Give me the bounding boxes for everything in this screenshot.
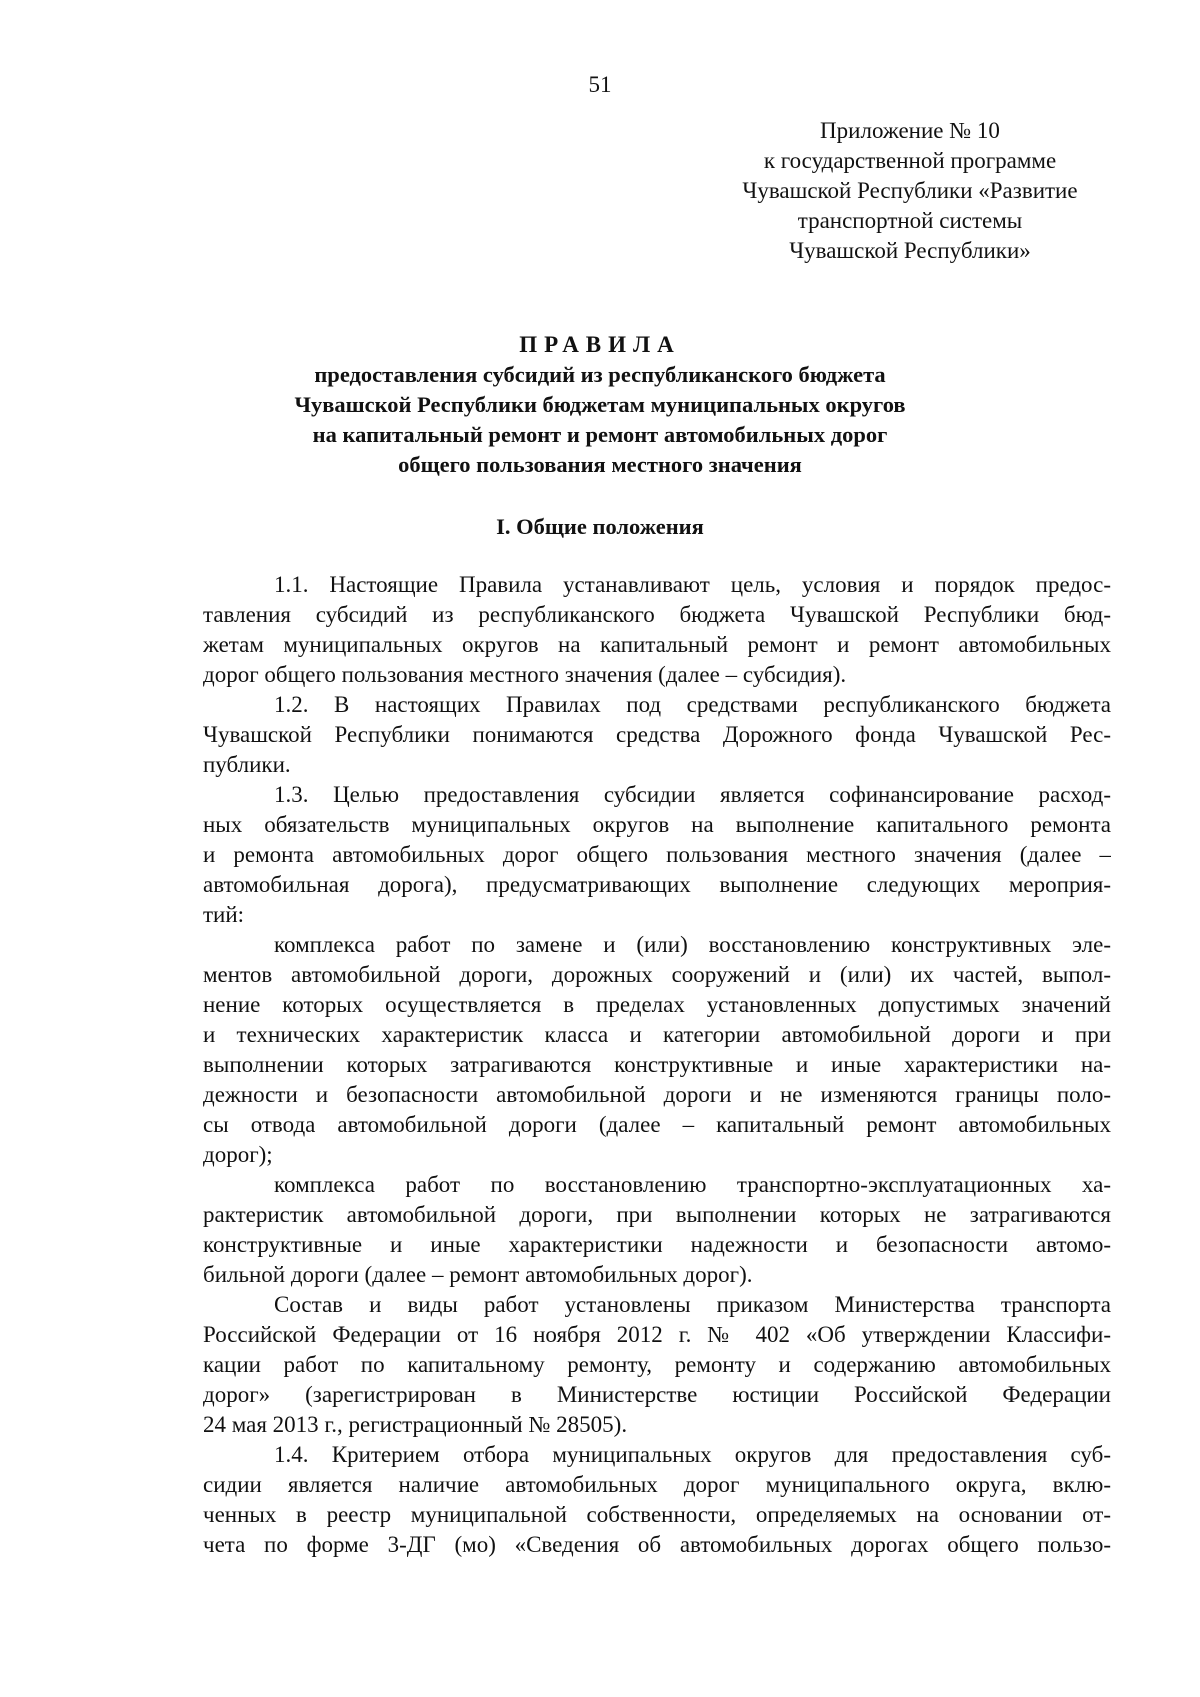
title-line: предоставления субсидий из республиканского бюджета bbox=[314, 362, 886, 387]
body-line: и технических характеристик класса и категории автомобильной дороги и при bbox=[203, 1022, 1111, 1047]
body-line: жетам муниципальных округов на капитальный ремонт и ремонт автомобильных bbox=[203, 632, 1111, 657]
body-line: тавления субсидий из республиканского бюджета Чувашской Республики бюд- bbox=[203, 602, 1111, 627]
body-line: 1.1. Настоящие Правила устанавливают цель, условия и порядок предос- bbox=[274, 572, 1111, 597]
title-line: на капитальный ремонт и ремонт автомобильных дорог bbox=[312, 422, 888, 447]
body-line: 24 мая 2013 г., регистрационный № 28505). bbox=[203, 1412, 628, 1437]
body-line: публики. bbox=[203, 752, 291, 777]
body-line: сидии является наличие автомобильных дорог муниципального округа, вклю- bbox=[203, 1472, 1111, 1497]
body-line: дорог» (зарегистрирован в Министерстве юстиции Российской Федерации bbox=[203, 1382, 1111, 1407]
document-title bbox=[160, 330, 1040, 480]
body-line: 1.4. Критерием отбора муниципальных округов для предоставления суб- bbox=[274, 1442, 1111, 1467]
body-line: комплекса работ по замене и (или) восстановлению конструктивных эле- bbox=[274, 932, 1111, 957]
body-line: сы отвода автомобильной дороги (далее – капитальный ремонт автомобильных bbox=[203, 1112, 1111, 1137]
body-line: рактеристик автомобильной дороги, при выполнении которых не затрагиваются bbox=[203, 1202, 1111, 1227]
body-line: бильной дороги (далее – ремонт автомобильных дорог). bbox=[203, 1262, 753, 1287]
body-line: ных обязательств муниципальных округов на выполнение капитального ремонта bbox=[203, 812, 1111, 837]
body-line: выполнении которых затрагиваются конструктивные и иные характеристики на- bbox=[203, 1052, 1111, 1077]
appendix-line: транспортной системы bbox=[797, 208, 1023, 233]
body-line: чета по форме 3-ДГ (мо) «Сведения об автомобильных дорогах общего пользо- bbox=[203, 1532, 1111, 1557]
appendix-line: Приложение № 10 bbox=[820, 118, 1000, 143]
body-line: тий: bbox=[203, 902, 245, 927]
body-line: Российской Федерации от 16 ноября 2012 г. № 402 «Об утверждении Классифи- bbox=[203, 1322, 1111, 1347]
appendix-line: Чувашской Республики «Развитие bbox=[742, 178, 1078, 203]
body-text bbox=[203, 570, 1111, 1560]
appendix-line: Чувашской Республики» bbox=[789, 238, 1031, 263]
body-line: 1.3. Целью предоставления субсидии является софинансирование расход- bbox=[274, 782, 1111, 807]
section-heading: I. Общие положения bbox=[496, 514, 704, 539]
body-line: и ремонта автомобильных дорог общего пользования местного значения (далее – bbox=[203, 842, 1111, 867]
body-line: ментов автомобильной дороги, дорожных сооружений и (или) их частей, выпол- bbox=[203, 962, 1111, 987]
body-line: дорог общего пользования местного значения (далее – субсидия). bbox=[203, 662, 847, 687]
body-line: ченных в реестр муниципальной собственности, определяемых на основании от- bbox=[203, 1502, 1111, 1527]
title-line: общего пользования местного значения bbox=[398, 452, 802, 477]
appendix-note bbox=[700, 116, 1120, 266]
title-main: ПРАВИЛА bbox=[519, 332, 681, 357]
body-line: автомобильная дорога), предусматривающих выполнение следующих мероприя- bbox=[203, 872, 1111, 897]
body-line: Состав и виды работ установлены приказом Министерства транспорта bbox=[274, 1292, 1111, 1317]
body-line: комплекса работ по восстановлению транспортно-эксплуатационных ха- bbox=[274, 1172, 1111, 1197]
body-line: 1.2. В настоящих Правилах под средствами республиканского бюджета bbox=[274, 692, 1111, 717]
body-line: дежности и безопасности автомобильной дороги и не изменяются границы поло- bbox=[203, 1082, 1111, 1107]
body-line: конструктивные и иные характеристики надежности и безопасности автомо- bbox=[203, 1232, 1111, 1257]
body-line: кации работ по капитальному ремонту, ремонту и содержанию автомобильных bbox=[203, 1352, 1111, 1377]
body-line: Чувашской Республики понимаются средства Дорожного фонда Чувашской Рес- bbox=[203, 722, 1111, 747]
appendix-line: к государственной программе bbox=[763, 148, 1057, 173]
page-number: 51 bbox=[588, 72, 612, 97]
body-line: дорог); bbox=[203, 1142, 273, 1167]
title-line: Чувашской Республики бюджетам муниципальных округов bbox=[294, 392, 906, 417]
body-line: нение которых осуществляется в пределах установленных допустимых значений bbox=[203, 992, 1111, 1017]
